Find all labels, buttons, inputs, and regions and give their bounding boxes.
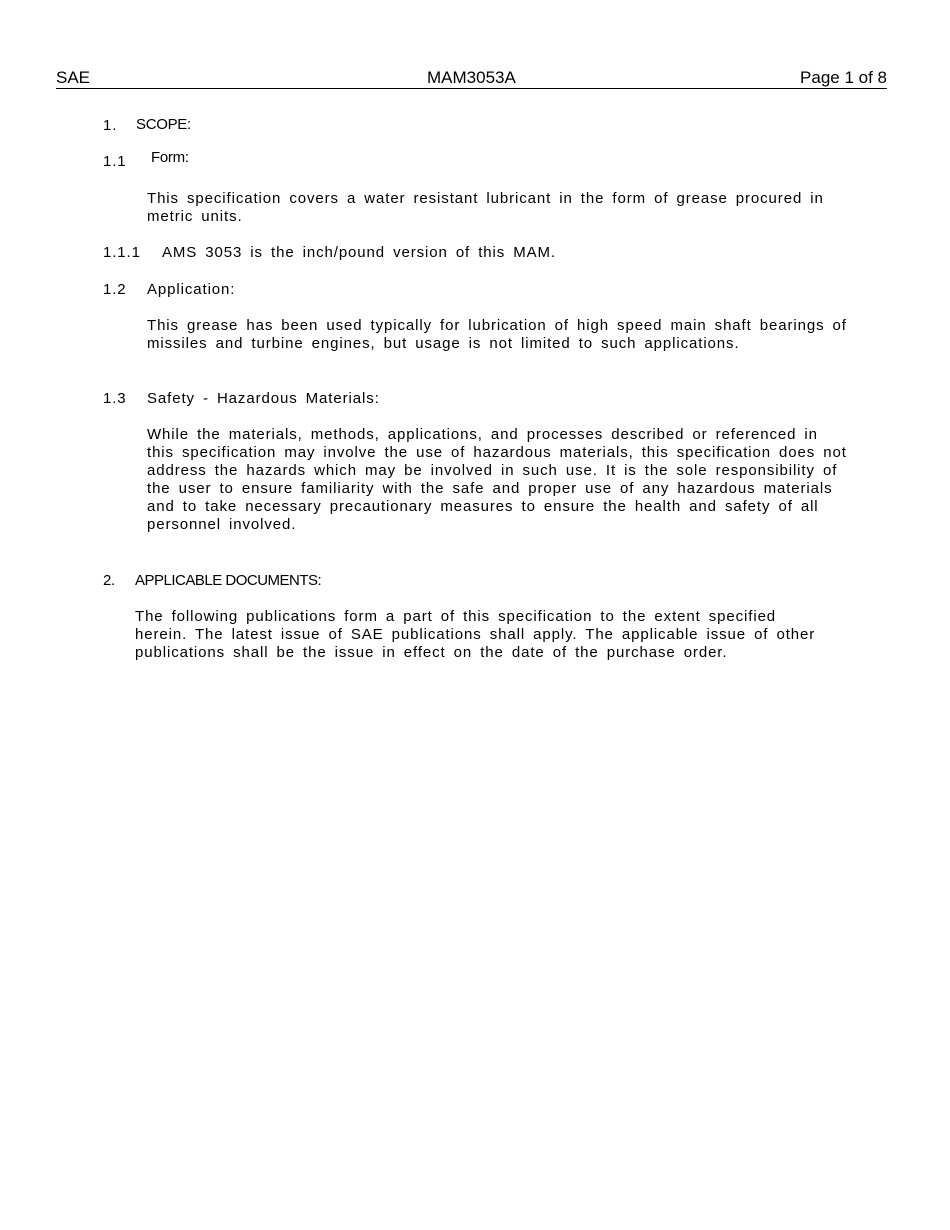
- section-1-3-number: 1.3: [103, 390, 127, 407]
- section-1-1-number: 1.1: [103, 153, 127, 170]
- section-1-number: 1.: [103, 117, 118, 134]
- section-1-2-title: Application:: [147, 281, 236, 298]
- page-header: [56, 68, 887, 89]
- section-1-3-title: Safety - Hazardous Materials:: [147, 390, 380, 407]
- section-1-2-body: This grease has been used typically for lubrication of high speed main shaft bearings of missiles and turbine engines, but usage is not limited to such applications.: [147, 317, 847, 352]
- header-org: SAE: [56, 68, 91, 87]
- section-2-title: APPLICABLE DOCUMENTS:: [135, 572, 322, 589]
- section-1-title: SCOPE:: [136, 116, 191, 133]
- section-1-3-body: While the materials, methods, applications, and processes described or referenced in this specification may involve the use of hazardous materials, this specification does not address the hazards which may be involved in such use. It is the sole responsibility of the user to ensure familiarity with the safe and proper use of any hazardous materials and to take necessary precautionary measures to ensure the health and safety of all personnel involved.: [147, 426, 847, 533]
- section-1-1-1-number: 1.1.1: [103, 244, 141, 261]
- section-1-1-title: Form:: [151, 149, 189, 166]
- section-1-1-1-text: AMS 3053 is the inch/pound version of this MAM.: [162, 244, 556, 261]
- section-2-number: 2.: [103, 572, 115, 589]
- section-2-body: The following publications form a part of this specification to the extent specified herein. The latest issue of SAE publications shall apply. The applicable issue of other publications shall be the issue in effect on the date of the purchase order.: [135, 608, 816, 661]
- header-page-number: Page 1 of 8: [800, 68, 887, 87]
- header-doc-id: MAM3053A: [427, 68, 516, 87]
- section-1-1-body: This specification covers a water resistant lubricant in the form of grease procured in metric units.: [147, 190, 824, 225]
- section-1-2-number: 1.2: [103, 281, 127, 298]
